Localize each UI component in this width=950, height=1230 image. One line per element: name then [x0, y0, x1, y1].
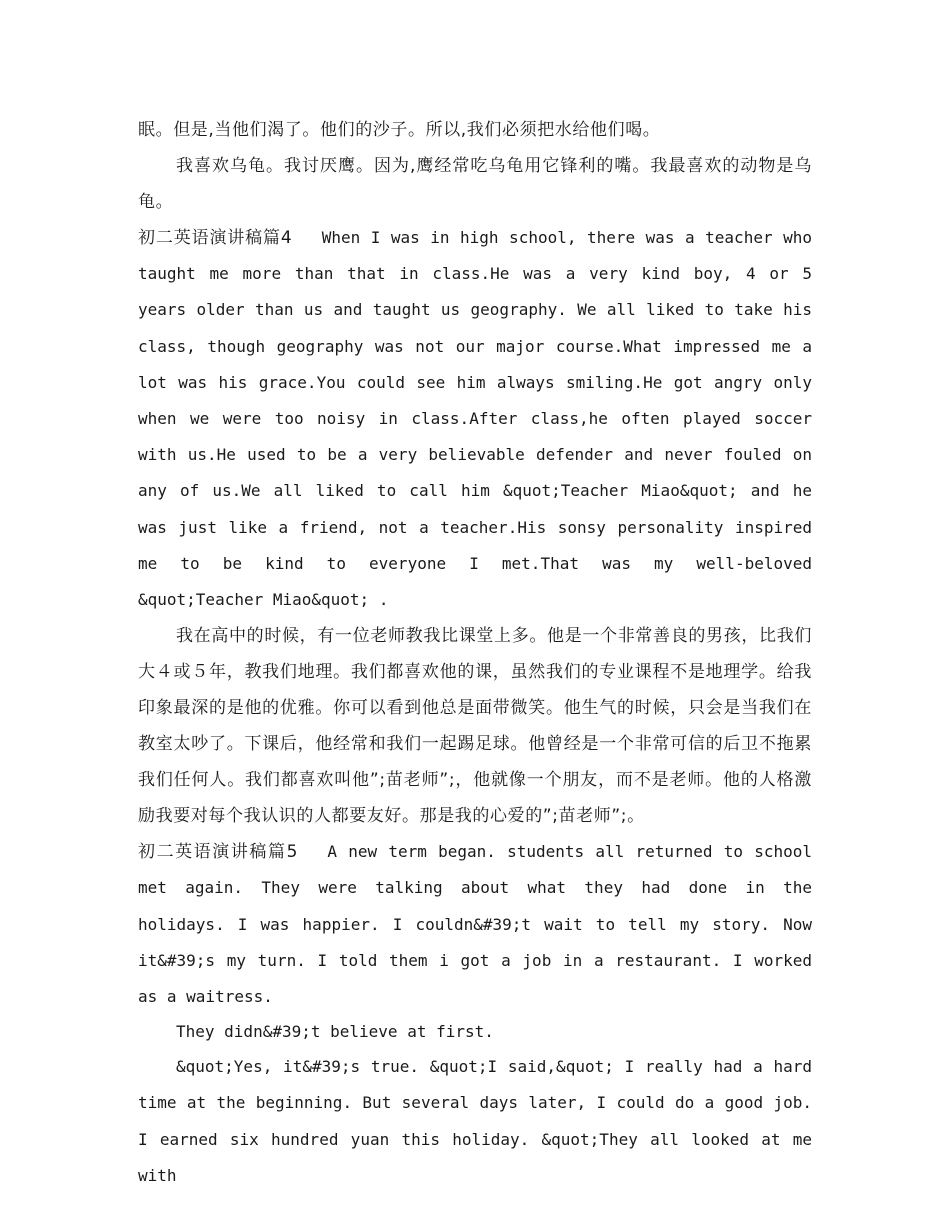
paragraph-continuation: 眠。但是,当他们渴了。他们的沙子。所以,我们必须把水给他们喝。 — [138, 120, 661, 140]
speech-4-heading: 初二英语演讲稿篇4 — [138, 228, 292, 248]
speech-5-text: A new term began. students all returned to school met again. They were talking about what they had done in the holidays. I was happier. I couldn&#39;t wait to tell my story. Now it&#39;s my turn. I told them i got a job in a restaurant. I worked as a waitress. — [138, 842, 812, 1007]
speech-4-translation: 我在高中的时候，有一位老师教我比课堂上多。他是一个非常善良的男孩，比我们大４或５年，教我们地理。我们都喜欢他的课，虽然我们的专业课程不是地理学。给我印象最深的是他的优雅。你可以看到他总是面带微笑。他生气的时候，只会是当我们在教室太吵了。下课后，他经常和我们一起踢足球。他曾经是一个非常可信的后卫不拖累我们任何人。我们都喜欢叫他”;苗老师”;，他就像一个朋友，而不是老师。他的人格激励我要对每个我认识的人都要友好。那是我的心爱的”;苗老师”;。 — [138, 626, 812, 827]
paragraph-turtle: 我喜欢乌龟。我讨厌鹰。因为,鹰经常吃乌龟用它锋利的嘴。我最喜欢的动物是乌龟。 — [138, 156, 812, 212]
speech-4-text: When I was in high school, there was a teacher who taught me more than that in class.He was a very kind boy, 4 or 5 years older than us and taught us geography. We all liked to take his class, though geography was not our major course.What impressed me a lot was his grace.You could see him always smiling.He got angry only when we were too noisy in class.After class,he often played soccer with us.He used to be a very believable defender and never fouled on any of us.We all liked to call him &quot;Teacher Miao&quot; and he was just like a friend, not a teacher.His sonsy personality inspired me to be kind to everyone I met.That was my well-beloved &quot;Teacher Miao&quot; . — [138, 228, 812, 610]
speech-5-paragraph — [138, 834, 812, 1015]
document-body — [138, 112, 812, 1194]
speech-5-heading: 初二英语演讲稿篇5 — [138, 842, 298, 863]
speech-4-paragraph — [138, 220, 812, 618]
paragraph-didnt-believe: They didn&#39;t believe at first. — [176, 1022, 494, 1042]
paragraph-yes-its-true: &quot;Yes, it&#39;s true. &quot;I said,&quot; I really had a hard time at the beginning. But several days later, I could do a good job. I earned six hundred yuan this holiday. &quot;They all looked at me with — [138, 1057, 812, 1185]
